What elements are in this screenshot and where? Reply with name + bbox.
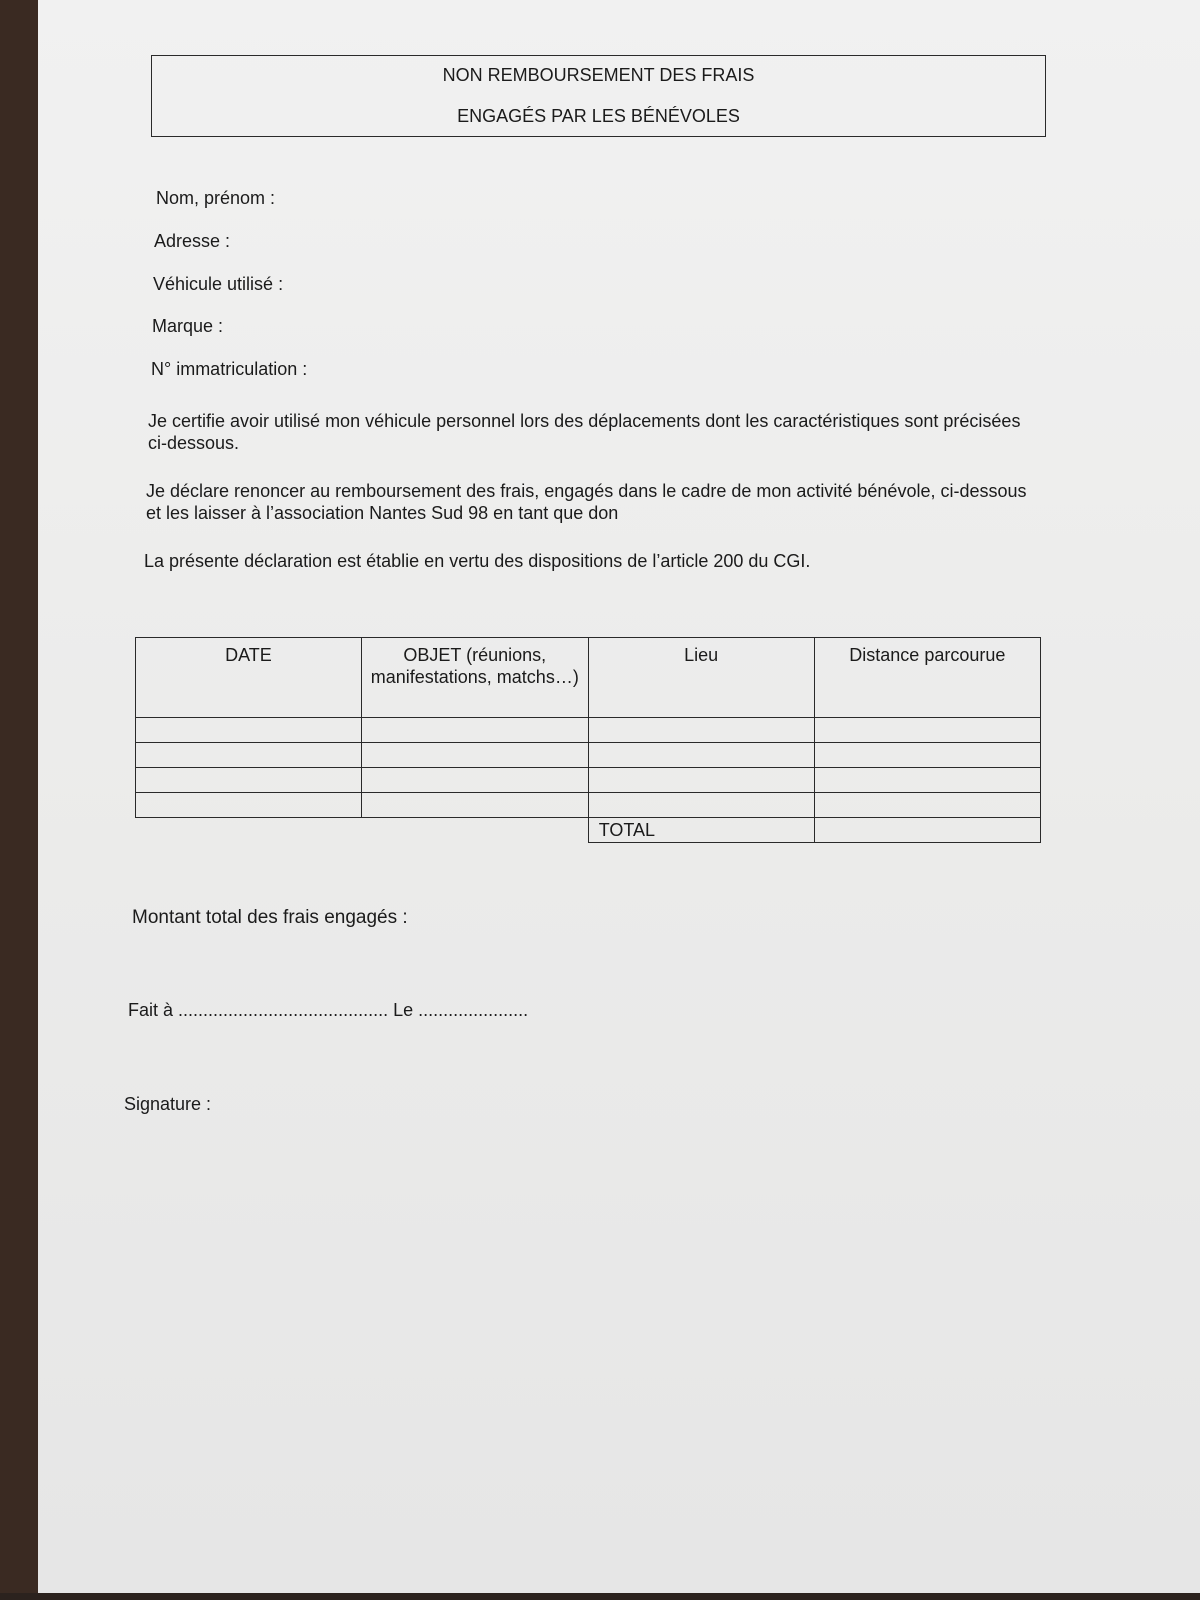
table-cell[interactable] (588, 718, 814, 743)
table-cell[interactable] (588, 743, 814, 768)
table-cell[interactable] (814, 743, 1040, 768)
table-cell[interactable] (136, 793, 362, 818)
table-row (136, 793, 1041, 818)
title-line-2: ENGAGÉS PAR LES BÉNÉVOLES (457, 106, 740, 126)
table-empty-cell (136, 818, 362, 843)
table-surface-strip (0, 1593, 1200, 1600)
paper-sheet (38, 0, 1200, 1593)
paragraph-certification: Je certifie avoir utilisé mon véhicule personnel lors des déplacements dont les caractéristiques sont précisées ci-dessous. (148, 411, 1021, 453)
signature-label: Signature : (124, 1094, 212, 1114)
date-blank[interactable]: ...................... (418, 1000, 529, 1020)
paragraph-article: La présente déclaration est établie en vertu des dispositions de l’article 200 du CGI. (144, 551, 811, 571)
field-marque: Marque : (152, 316, 224, 336)
table-header-row (136, 638, 1041, 718)
table-cell[interactable] (814, 718, 1040, 743)
header-objet: OBJET (réunions, manifestations, matchs…) (361, 638, 588, 718)
table-row (136, 768, 1041, 793)
expenses-table (135, 637, 1041, 843)
table-cell[interactable] (361, 718, 588, 743)
table-cell[interactable] (588, 768, 814, 793)
header-distance: Distance parcourue (814, 638, 1040, 718)
montant-total-label: Montant total des frais engagés : (132, 907, 408, 928)
table-cell[interactable] (136, 743, 362, 768)
title-box (151, 55, 1046, 137)
table-cell[interactable] (361, 793, 588, 818)
table-cell[interactable] (136, 718, 362, 743)
table-empty-cell (361, 818, 588, 843)
paragraph-renonciation: Je déclare renoncer au remboursement des frais, engagés dans le cadre de mon activité bénévole, ci-dessous et les laisser à l’association Nantes Sud 98 en tant que don (146, 481, 1027, 523)
title-line-1: NON REMBOURSEMENT DES FRAIS (442, 65, 755, 85)
table-cell[interactable] (814, 793, 1040, 818)
header-date: DATE (136, 638, 362, 718)
le-label: Le (393, 1000, 414, 1020)
table-cell[interactable] (814, 768, 1040, 793)
total-value-cell[interactable] (814, 818, 1040, 843)
table-cell[interactable] (361, 743, 588, 768)
fait-a-line (128, 1000, 528, 1021)
header-lieu: Lieu (588, 638, 814, 718)
field-immatriculation: N° immatriculation : (151, 359, 308, 379)
table-cell[interactable] (136, 768, 362, 793)
field-vehicule: Véhicule utilisé : (153, 274, 284, 294)
fait-a-blank[interactable]: .......................................... (178, 1000, 389, 1020)
field-adresse: Adresse : (154, 231, 231, 251)
table-total-row (136, 818, 1041, 843)
table-row (136, 718, 1041, 743)
table-row (136, 743, 1041, 768)
table-cell[interactable] (361, 768, 588, 793)
total-label: TOTAL (588, 818, 814, 843)
field-nom-prenom: Nom, prénom : (156, 188, 276, 208)
table-cell[interactable] (588, 793, 814, 818)
fait-a-label: Fait à (128, 1000, 174, 1020)
